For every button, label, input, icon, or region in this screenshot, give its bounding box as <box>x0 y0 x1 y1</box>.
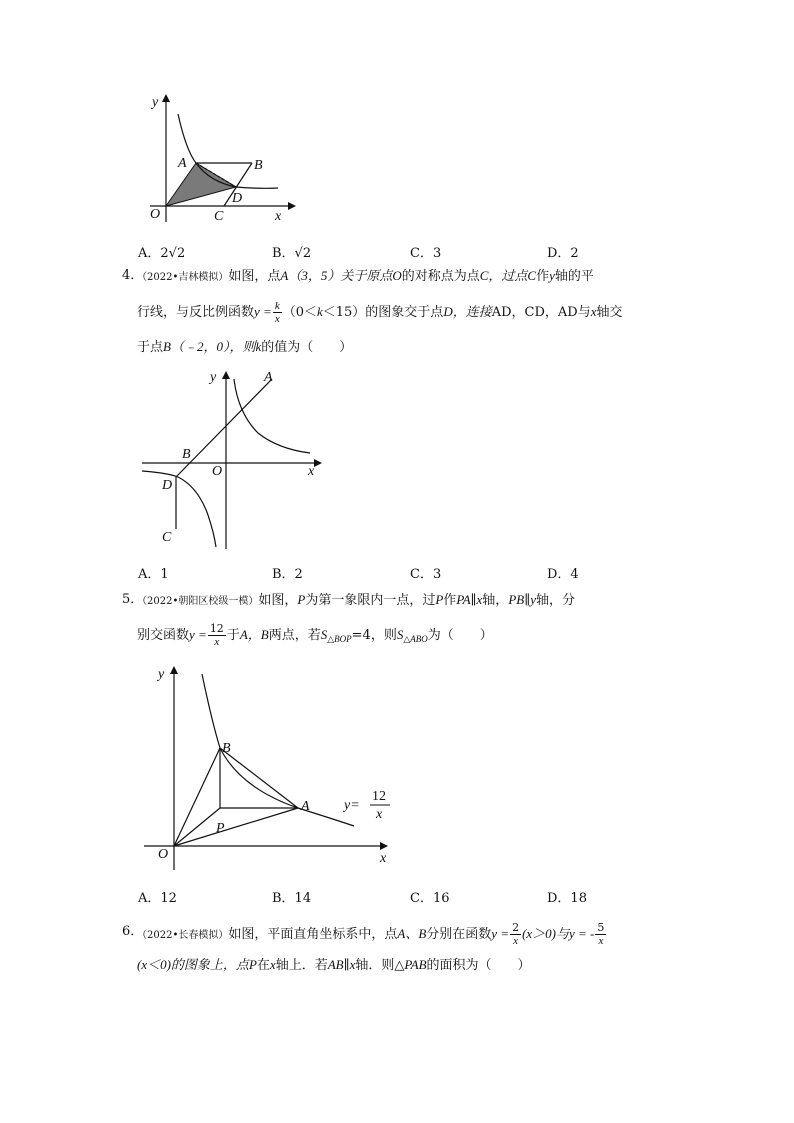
q5-figure <box>140 660 410 875</box>
q5-curve-num: 12 <box>372 789 386 804</box>
q5-text: S <box>320 627 328 642</box>
q4-text: k <box>255 339 262 354</box>
q4-text: A（3，5）关于原点 <box>280 268 393 283</box>
q5-text: S <box>396 627 404 642</box>
q4-text: 轴交 <box>596 305 623 320</box>
q3-label-y: y <box>152 95 159 110</box>
q4-text: 的值为（ ） <box>261 340 353 355</box>
q5-line-2 <box>137 623 493 649</box>
q5-option-b[interactable]: B．14 <box>272 891 312 906</box>
q5-option-a[interactable]: A．12 <box>138 891 177 906</box>
q4-option-c[interactable]: C．3 <box>410 567 442 582</box>
q5-fraction: $\frac{12}{x}$ <box>209 622 224 648</box>
q4-hyperbola-q1 <box>234 379 310 453</box>
q4-line-2 <box>137 300 623 325</box>
q3-figure <box>140 90 300 230</box>
q5-line-1 <box>137 590 575 612</box>
q3-label-b: B <box>254 158 263 173</box>
q5-subscript: △ABO <box>403 634 428 644</box>
q5-text: 如图， <box>258 593 298 608</box>
q4-fraction: $\frac{k}{x}$ <box>274 300 280 325</box>
q3-label-x: x <box>275 209 282 224</box>
q6-fraction-2: $\frac{5}{x}$ <box>597 921 605 947</box>
q6-text: 轴上．若 <box>275 958 328 973</box>
q4-text: 行线，与反比例函数 <box>137 305 255 320</box>
q4-text: k <box>316 304 323 319</box>
q4-text: 于点 <box>137 340 164 355</box>
q5-text: PB∥y <box>508 592 536 607</box>
q4-text: （0＜ <box>282 305 317 320</box>
q5-x-arrow <box>380 842 388 850</box>
q4-figure <box>138 365 328 555</box>
q4-text: D，连接 <box>443 304 492 319</box>
q4-text: 作 <box>536 269 550 284</box>
q5-text: 轴， <box>482 593 509 608</box>
q5-source: （2022•朝阳区校级一模） <box>137 596 259 607</box>
q4-text: 的对称点为点 <box>401 269 480 284</box>
q5-segment-ba <box>220 748 298 808</box>
q4-text: x <box>590 304 597 319</box>
q3-x-arrow <box>288 202 296 210</box>
q6-text: y = - <box>569 926 595 941</box>
q4-label-a: A <box>264 370 273 385</box>
q4-text: B（﹣2，0），则 <box>163 339 256 354</box>
q6-text: 如图，平面直角坐标系中，点 <box>228 927 398 942</box>
q6-text: 的面积为（ ） <box>426 958 531 973</box>
q6-text: (x＜0)的图象上，点 <box>137 957 249 972</box>
q3-label-d: D <box>232 191 243 206</box>
q5-text: 轴，分 <box>535 593 575 608</box>
q3-label-a: A <box>178 156 187 171</box>
q4-line-3 <box>137 337 352 358</box>
q4-text: C，过点 <box>479 268 528 283</box>
q4-y-arrow <box>222 371 230 379</box>
q4-text: 如图，点 <box>228 269 281 284</box>
q5-number: 5． <box>122 592 144 607</box>
q5-text: 别交函数 <box>137 628 190 643</box>
q4-source: （2022•吉林模拟） <box>137 272 229 283</box>
q3-option-c[interactable]: C．3 <box>410 246 442 261</box>
q6-text: 分别在函数 <box>426 927 492 942</box>
q4-label-b: B <box>182 447 191 462</box>
q4-label-y: y <box>210 370 217 385</box>
q4-text: 与 <box>577 305 591 320</box>
q5-label-a: A <box>301 799 310 814</box>
q3-option-d[interactable]: D．2 <box>547 246 579 261</box>
q5-label-b: B <box>222 741 231 756</box>
q5-y-arrow <box>170 666 178 674</box>
q4-hyperbola-q3 <box>142 471 216 547</box>
q4-label-o: O <box>212 464 223 479</box>
q5-label-o: O <box>158 847 169 862</box>
q3-y-arrow <box>162 94 170 102</box>
q6-line-2 <box>137 955 531 976</box>
q6-text: A、B <box>397 926 427 941</box>
q5-subscript: △BOP <box>327 634 352 644</box>
q5-segment-op <box>174 808 220 846</box>
q6-text: 轴．则△ <box>355 958 405 973</box>
q4-text: y <box>549 268 555 283</box>
q3-option-a[interactable]: A．2√2 <box>138 246 186 261</box>
q5-text: A，B <box>239 627 269 642</box>
q4-option-b[interactable]: B．2 <box>272 567 303 582</box>
q5-text: =4，则 <box>351 628 397 643</box>
q6-line-1 <box>137 922 607 947</box>
q4-text: y = <box>254 304 272 319</box>
q5-curve-eq: y= <box>344 798 360 813</box>
q4-text: ＜15）的图象交于点 <box>322 305 444 320</box>
q5-label-x: x <box>380 851 387 866</box>
q4-text: O <box>392 268 402 283</box>
q4-number: 4． <box>122 268 144 283</box>
q3-label-c: C <box>214 209 224 224</box>
q5-text: P <box>435 592 444 607</box>
q6-fraction-1: $\frac{2}{x}$ <box>512 921 520 947</box>
q4-label-c: C <box>162 530 172 545</box>
q6-number: 6． <box>122 924 144 939</box>
q3-option-b[interactable]: B．√2 <box>272 246 312 261</box>
q5-text: y = <box>189 627 207 642</box>
q5-option-c[interactable]: C．16 <box>410 891 450 906</box>
q4-text: C <box>527 268 537 283</box>
q6-text: PAB <box>404 957 427 972</box>
q5-label-p: P <box>216 821 225 836</box>
q5-text: 两点，若 <box>268 628 321 643</box>
q4-text: 轴的平 <box>554 269 594 284</box>
q5-curve-den: x <box>376 807 383 822</box>
q5-text: 于 <box>226 628 240 643</box>
q4-text: AD，CD，AD <box>491 305 578 320</box>
q4-option-a[interactable]: A．1 <box>138 567 169 582</box>
q5-text: 作 <box>443 593 457 608</box>
q4-label-x: x <box>308 464 315 479</box>
q5-segment-ob <box>174 748 220 846</box>
q4-x-arrow <box>314 459 322 467</box>
q4-option-d[interactable]: D．4 <box>547 567 579 582</box>
q4-line-ad <box>176 379 272 477</box>
q6-text: x <box>269 957 276 972</box>
q6-text: AB∥x <box>327 957 356 972</box>
q5-text: P <box>297 592 306 607</box>
q6-text: (x＞0)与 <box>522 926 570 941</box>
q3-label-o: O <box>150 207 161 222</box>
q5-segment-oa <box>174 808 298 846</box>
q6-text: y = <box>491 926 510 941</box>
q6-text: P <box>248 957 257 972</box>
q5-label-y: y <box>158 667 165 682</box>
q5-text: 为第一象限内一点，过 <box>305 593 436 608</box>
q4-label-d: D <box>162 478 173 493</box>
q5-option-d[interactable]: D．18 <box>547 891 587 906</box>
q6-source: （2022•长春模拟） <box>137 930 229 941</box>
q6-text: 在 <box>256 958 270 973</box>
q4-line-1 <box>137 266 594 288</box>
q5-text: PA∥x <box>456 592 483 607</box>
q5-text: 为（ ） <box>427 628 493 643</box>
